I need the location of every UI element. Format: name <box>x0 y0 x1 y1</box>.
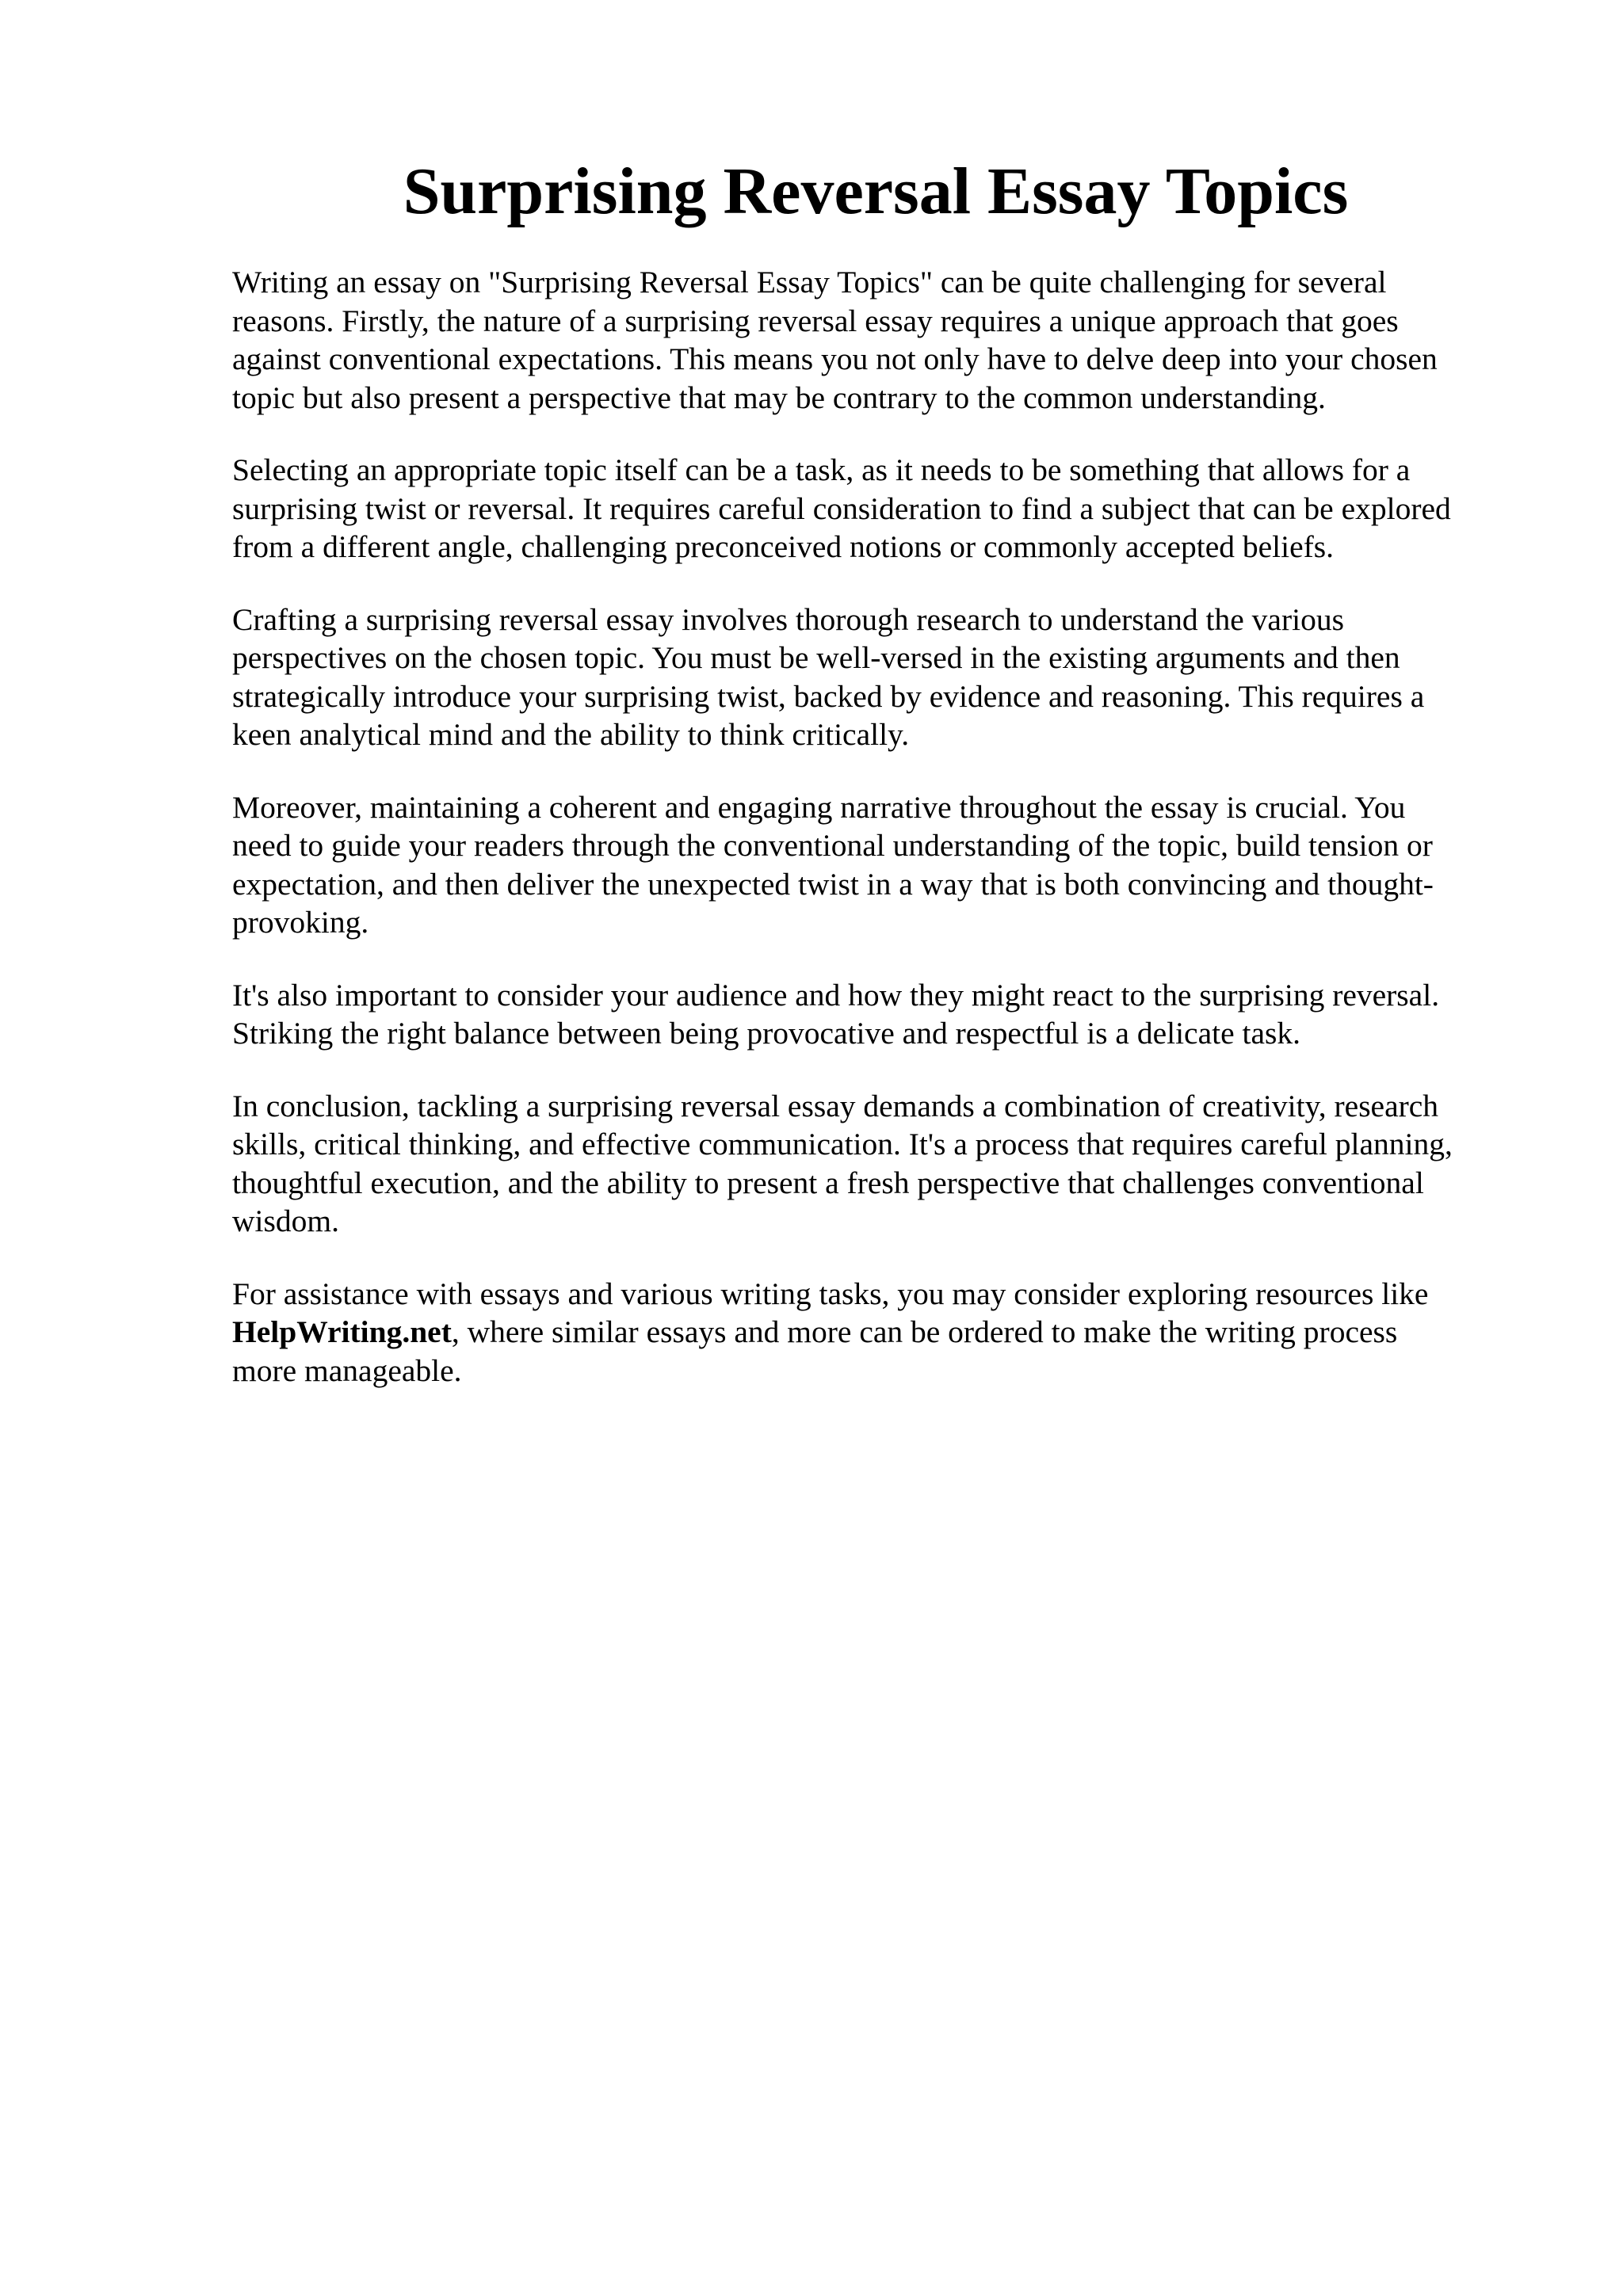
paragraph-line: Writing an essay on "Surprising Reversal Essay Topics" can be quite challenging for several <box>232 265 1387 299</box>
paragraph-line: For assistance with essays and various writing tasks, you may consider exploring resources like <box>232 1276 1429 1311</box>
paragraph-line: topic but also present a perspective that may be contrary to the common understanding. <box>232 379 1326 415</box>
paragraph-line: Crafting a surprising reversal essay involves thorough research to understand the various <box>232 601 1344 637</box>
paragraph-line-with-brand <box>232 1313 1524 1352</box>
closing-line-rest: , where similar essays and more can be ordered to make the writing process <box>451 1314 1398 1349</box>
paragraph-line: thoughtful execution, and the ability to present a fresh perspective that challenges conventional <box>232 1165 1424 1200</box>
paragraph-line: against conventional expectations. This means you not only have to delve deep into your chosen <box>232 341 1438 376</box>
paragraph-line: perspectives on the chosen topic. You must be well-versed in the existing arguments and then <box>232 640 1400 675</box>
paragraph-topic-selection <box>232 451 1524 566</box>
paragraph-line: Selecting an appropriate topic itself can be a task, as it needs to be something that allows for a <box>232 452 1411 487</box>
paragraph-line: surprising twist or reversal. It requires careful consideration to find a subject that can be explored <box>232 490 1451 526</box>
paragraph-line: wisdom. <box>232 1203 339 1238</box>
paragraph-line: In conclusion, tackling a surprising reversal essay demands a combination of creativity, research <box>232 1088 1439 1123</box>
document-title: Surprising Reversal Essay Topics <box>403 154 1349 228</box>
paragraph-line: Striking the right balance between being provocative and respectful is a delicate task. <box>232 1016 1300 1051</box>
paragraph-audience <box>232 976 1524 1053</box>
paragraph-intro <box>232 263 1524 417</box>
paragraph-research <box>232 601 1524 754</box>
paragraph-line: skills, critical thinking, and effective communication. It's a process that requires careful planning, <box>232 1127 1453 1161</box>
paragraph-line: expectation, and then deliver the unexpected twist in a way that is both convincing and thought- <box>232 866 1434 902</box>
paragraph-conclusion <box>232 1087 1524 1241</box>
paragraph-line: keen analytical mind and the ability to think critically. <box>232 717 910 752</box>
paragraph-line: need to guide your readers through the conventional understanding of the topic, build tension or <box>232 828 1433 863</box>
paragraph-line: from a different angle, challenging preconceived notions or commonly accepted beliefs. <box>232 529 1335 564</box>
paragraph-narrative <box>232 788 1524 942</box>
document-body <box>232 263 1524 1424</box>
paragraph-line: It's also important to consider your audience and how they might react to the surprising reversal. <box>232 977 1440 1013</box>
paragraph-line: Moreover, maintaining a coherent and engaging narrative throughout the essay is crucial. You <box>232 789 1406 825</box>
paragraph-line: reasons. Firstly, the nature of a surprising reversal essay requires a unique approach that goes <box>232 303 1399 338</box>
paragraph-line: strategically introduce your surprising twist, backed by evidence and reasoning. This requires a <box>232 678 1425 714</box>
paragraph-closing <box>232 1275 1524 1390</box>
paragraph-line: more manageable. <box>232 1352 462 1388</box>
brand-name: HelpWriting.net <box>232 1314 452 1349</box>
paragraph-line: provoking. <box>232 905 369 940</box>
